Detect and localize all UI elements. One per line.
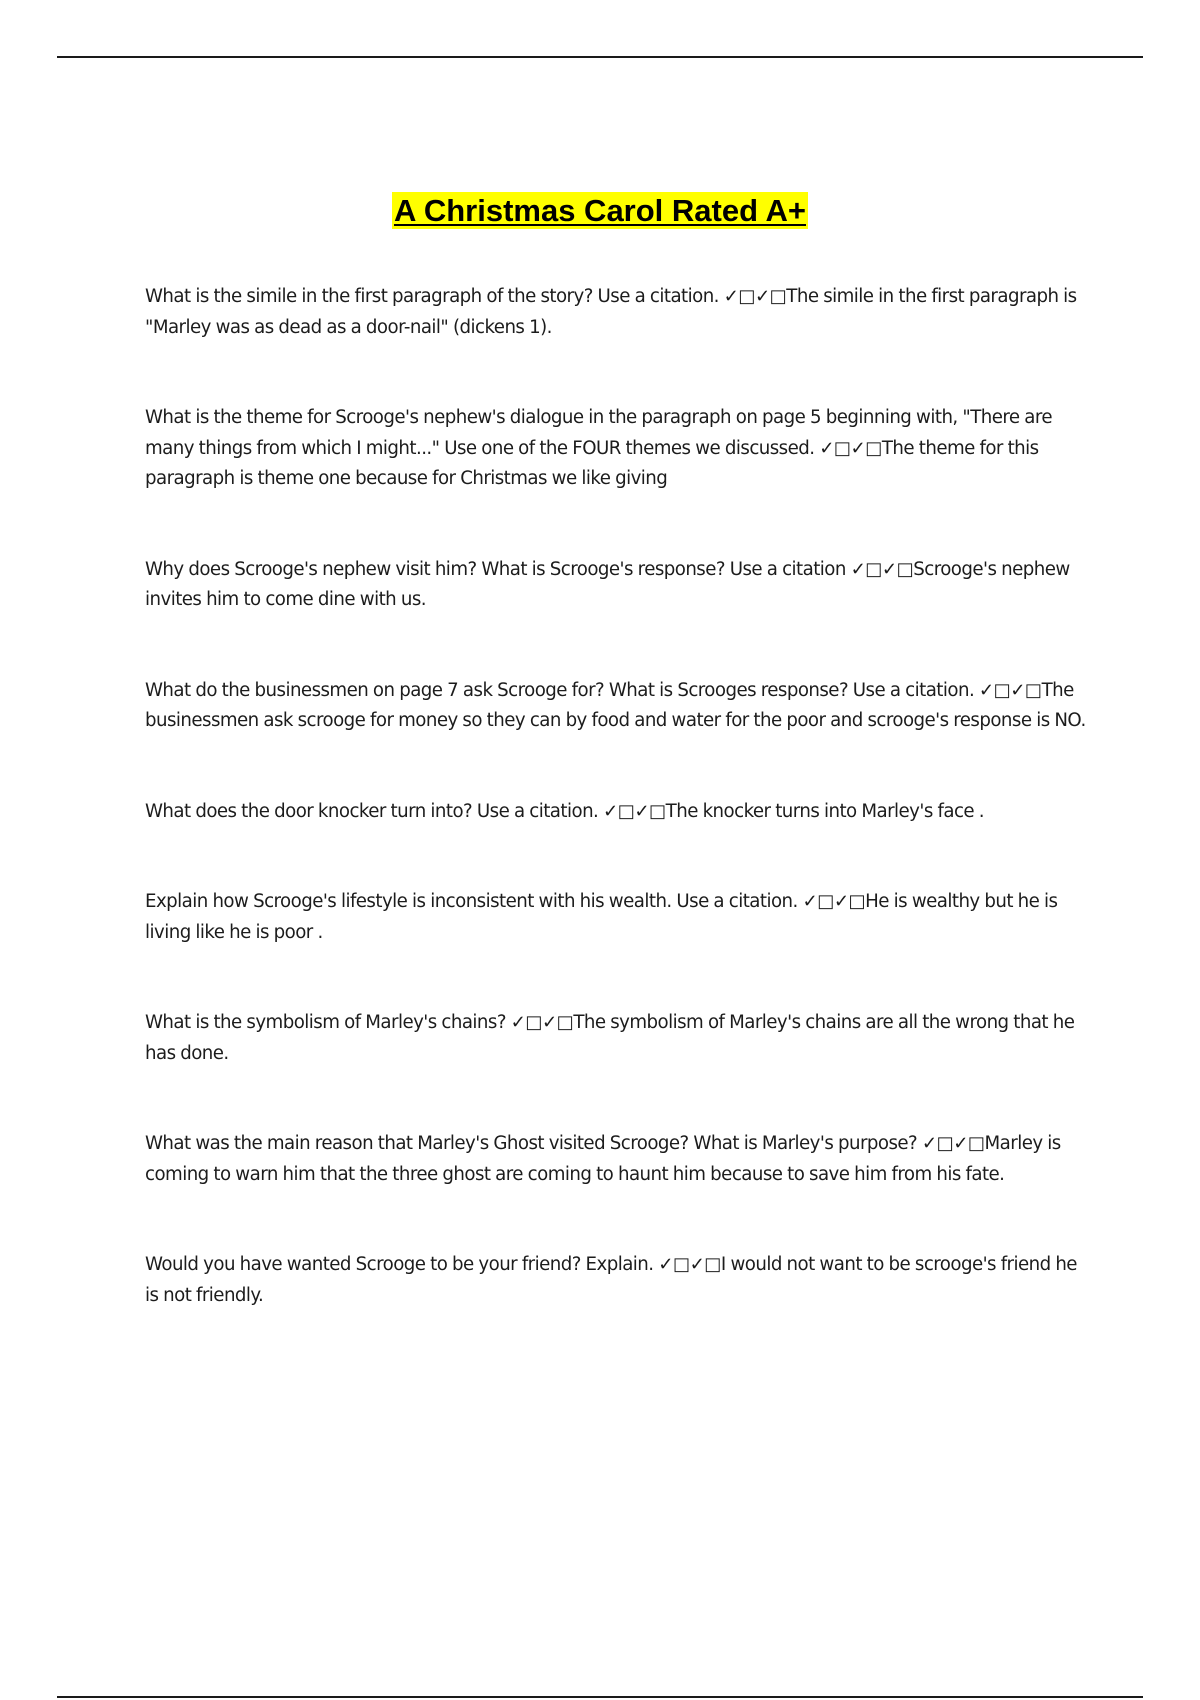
answer-8: Marley is coming to warn him that the three ghost are coming to haunt him because to save him from his fate.	[145, 1133, 1061, 1185]
answer-5: The knocker turns into Marley's face .	[665, 800, 984, 822]
question-2: What is the theme for Scrooge's nephew's dialogue in the paragraph on page 5 beginning with, "There are many things from which I might..." Use one of the FOUR themes we discussed.	[145, 407, 1053, 459]
top-rule	[57, 56, 1143, 58]
check-mark-icon: ✓□✓□	[802, 891, 866, 912]
qa-item-1	[145, 282, 1095, 343]
answer-9: I would not want to be scrooge's friend he is not friendly.	[145, 1254, 1077, 1306]
check-mark-icon: ✓□✓□	[658, 1254, 721, 1275]
qa-list	[145, 282, 1095, 1311]
question-6: Explain how Scrooge's lifestyle is inconsistent with his wealth. Use a citation.	[145, 891, 803, 912]
question-9: Would you have wanted Scrooge to be your friend? Explain.	[145, 1254, 659, 1275]
answer-3: Scrooge's nephew invites him to come dine with us.	[145, 558, 1070, 610]
qa-item-8	[145, 1129, 1095, 1190]
answer-7: The symbolism of Marley's chains are all the wrong that he has done.	[145, 1012, 1075, 1064]
document-title: A Christmas Carol Rated A+	[393, 193, 806, 228]
qa-item-3	[145, 555, 1095, 616]
qa-item-2	[145, 403, 1095, 495]
question-5: What does the door knocker turn into? Use a citation.	[145, 800, 604, 822]
qa-item-6	[145, 887, 1095, 948]
question-3: Why does Scrooge's nephew visit him? What is Scrooge's response? Use a citation	[145, 558, 851, 580]
check-mark-icon: ✓□✓□	[921, 1133, 985, 1154]
check-mark-icon: ✓□✓□	[978, 679, 1042, 701]
check-mark-icon: ✓□✓□	[850, 558, 914, 580]
qa-item-9	[145, 1250, 1095, 1311]
check-mark-icon: ✓□✓□	[603, 800, 666, 822]
qa-item-5	[145, 797, 1095, 828]
qa-item-4	[145, 676, 1095, 737]
qa-item-7	[145, 1008, 1095, 1069]
question-8: What was the main reason that Marley's Ghost visited Scrooge? What is Marley's purpose?	[145, 1133, 922, 1154]
question-7: What is the symbolism of Marley's chains?	[145, 1012, 511, 1033]
check-mark-icon: ✓□✓□	[819, 437, 882, 459]
answer-4: The businessmen ask scrooge for money so they can by food and water for the poor and scrooge's response is NO.	[145, 679, 1086, 731]
question-4: What do the businessmen on page 7 ask Scrooge for? What is Scrooges response? Use a citation.	[145, 679, 979, 701]
answer-6: He is wealthy but he is living like he is poor .	[145, 891, 1058, 943]
answer-1: The simile in the first paragraph is "Marley was as dead as a door-nail" (dickens 1).	[145, 286, 1077, 338]
check-mark-icon: ✓□✓□	[723, 286, 787, 307]
bottom-rule	[57, 1696, 1143, 1698]
check-mark-icon: ✓□✓□	[510, 1012, 574, 1033]
question-1: What is the simile in the first paragraph of the story? Use a citation.	[145, 286, 724, 307]
title-container	[0, 192, 1200, 229]
answer-2: The theme for this paragraph is theme one because for Christmas we like giving	[145, 437, 1039, 489]
